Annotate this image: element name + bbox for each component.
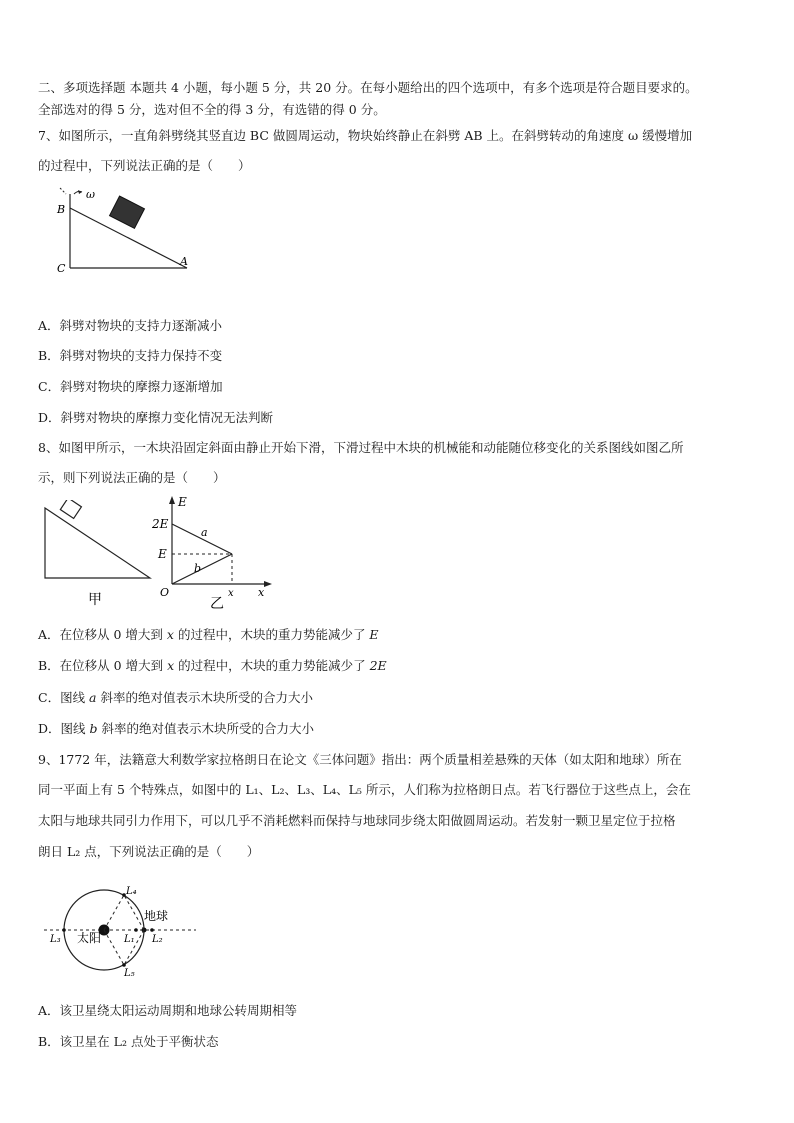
- omega-label: ω: [86, 188, 95, 201]
- line-b: [172, 554, 232, 584]
- wood-block: [60, 500, 81, 518]
- q9-option-a: A．该卫星绕太阳运动周期和地球公转周期相等: [38, 1003, 298, 1018]
- q7-option-a: A．斜劈对物块的支持力逐渐减小: [38, 318, 223, 333]
- rotation-axis-mark: [60, 188, 66, 194]
- l2-point: [150, 928, 154, 932]
- axis-x-label: x: [258, 586, 265, 599]
- q8-option-b: B．在位移从 0 增大到 x 的过程中，木块的重力势能减少了 2E: [38, 658, 387, 673]
- q7-option-b: B．斜劈对物块的支持力保持不变: [38, 348, 223, 363]
- incline: [45, 508, 150, 578]
- origin-label: O: [160, 586, 170, 599]
- q8-stem-line-2: 示，则下列说法正确的是（ ）: [38, 470, 226, 485]
- l3-point: [62, 928, 66, 932]
- q7-option-c: C．斜劈对物块的摩擦力逐渐增加: [38, 379, 223, 394]
- l5-point: [122, 963, 126, 967]
- label-a: A: [180, 255, 188, 268]
- l2-label: L₂: [152, 934, 163, 945]
- q7-figure-wedge: [52, 186, 202, 296]
- l4-sun-line: [104, 895, 124, 930]
- q8-option-a: A．在位移从 0 增大到 x 的过程中，木块的重力势能减少了 E: [38, 627, 379, 642]
- l4-label: L₄: [126, 886, 137, 897]
- q7-stem-line-2: 的过程中，下列说法正确的是（ ）: [38, 158, 251, 173]
- l4-earth-line: [124, 895, 144, 930]
- q9-option-b: B．该卫星在 L₂ 点处于平衡状态: [38, 1034, 219, 1049]
- q8-option-d: D．图线 b 斜率的绝对值表示木块所受的合力大小: [38, 721, 314, 736]
- tick-e: E: [158, 547, 167, 561]
- l1-label: L₁: [124, 934, 135, 945]
- q8-option-c: C．图线 a 斜率的绝对值表示木块所受的合力大小: [38, 690, 313, 705]
- section-instructions-line-1: 二、多项选择题 本题共 4 小题，每小题 5 分，共 20 分。在每小题给出的四个选项中，有多个选项是符合题目要求的。: [38, 80, 698, 95]
- l5-sun-line: [104, 930, 124, 965]
- q9-figure-lagrange: [40, 876, 200, 984]
- earth-label: 地球: [144, 909, 169, 923]
- l3-label: L₃: [50, 934, 61, 945]
- axis-e-label: E: [178, 495, 187, 509]
- line-a-label: a: [201, 526, 208, 539]
- block: [110, 196, 145, 228]
- q8-figure-yi: [148, 494, 273, 612]
- section-instructions-line-2: 全部选对的得 5 分，选对但不全的得 3 分，有选错的得 0 分。: [38, 102, 386, 117]
- q9-stem-line-4: 朗日 L₂ 点，下列说法正确的是（ ）: [38, 844, 260, 859]
- label-yi: 乙: [210, 596, 224, 612]
- q7-stem-line-1: 7、如图所示，一直角斜劈绕其竖直边 BC 做圆周运动，物块始终静止在斜劈 AB 上。在斜劈转动的角速度 ω 缓慢增加: [38, 128, 693, 143]
- q9-stem-line-1: 9、1772 年，法籍意大利数学家拉格朗日在论文《三体问题》指出：两个质量相差悬殊的天体（如太阳和地球）所在: [38, 752, 682, 767]
- label-jia: 甲: [88, 592, 102, 608]
- tick-x: x: [228, 588, 234, 599]
- label-c: C: [57, 262, 66, 275]
- q8-stem-line-1: 8、如图甲所示，一木块沿固定斜面由静止开始下滑，下滑过程中木块的机械能和动能随位移变化的关系图线如图乙所: [38, 440, 684, 455]
- sun-label: 太阳: [77, 931, 102, 945]
- l1-point: [134, 928, 138, 932]
- q9-stem-line-3: 太阳与地球共同引力作用下，可以几乎不消耗燃料而保持与地球同步绕太阳做圆周运动。若发射一颗卫星定位于拉格: [38, 813, 676, 828]
- q8-figure-jia: [40, 500, 155, 610]
- tick-2e: 2E: [152, 517, 169, 531]
- l5-label: L₅: [124, 968, 135, 979]
- line-b-label: b: [194, 562, 202, 575]
- label-b: B: [57, 203, 66, 216]
- q7-option-d: D．斜劈对物块的摩擦力变化情况无法判断: [38, 410, 274, 425]
- q9-stem-line-2: 同一平面上有 5 个特殊点，如图中的 L₁、L₂、L₃、L₄、L₅ 所示，人们称为拉格朗日点。若飞行器位于这些点上，会在: [38, 782, 691, 797]
